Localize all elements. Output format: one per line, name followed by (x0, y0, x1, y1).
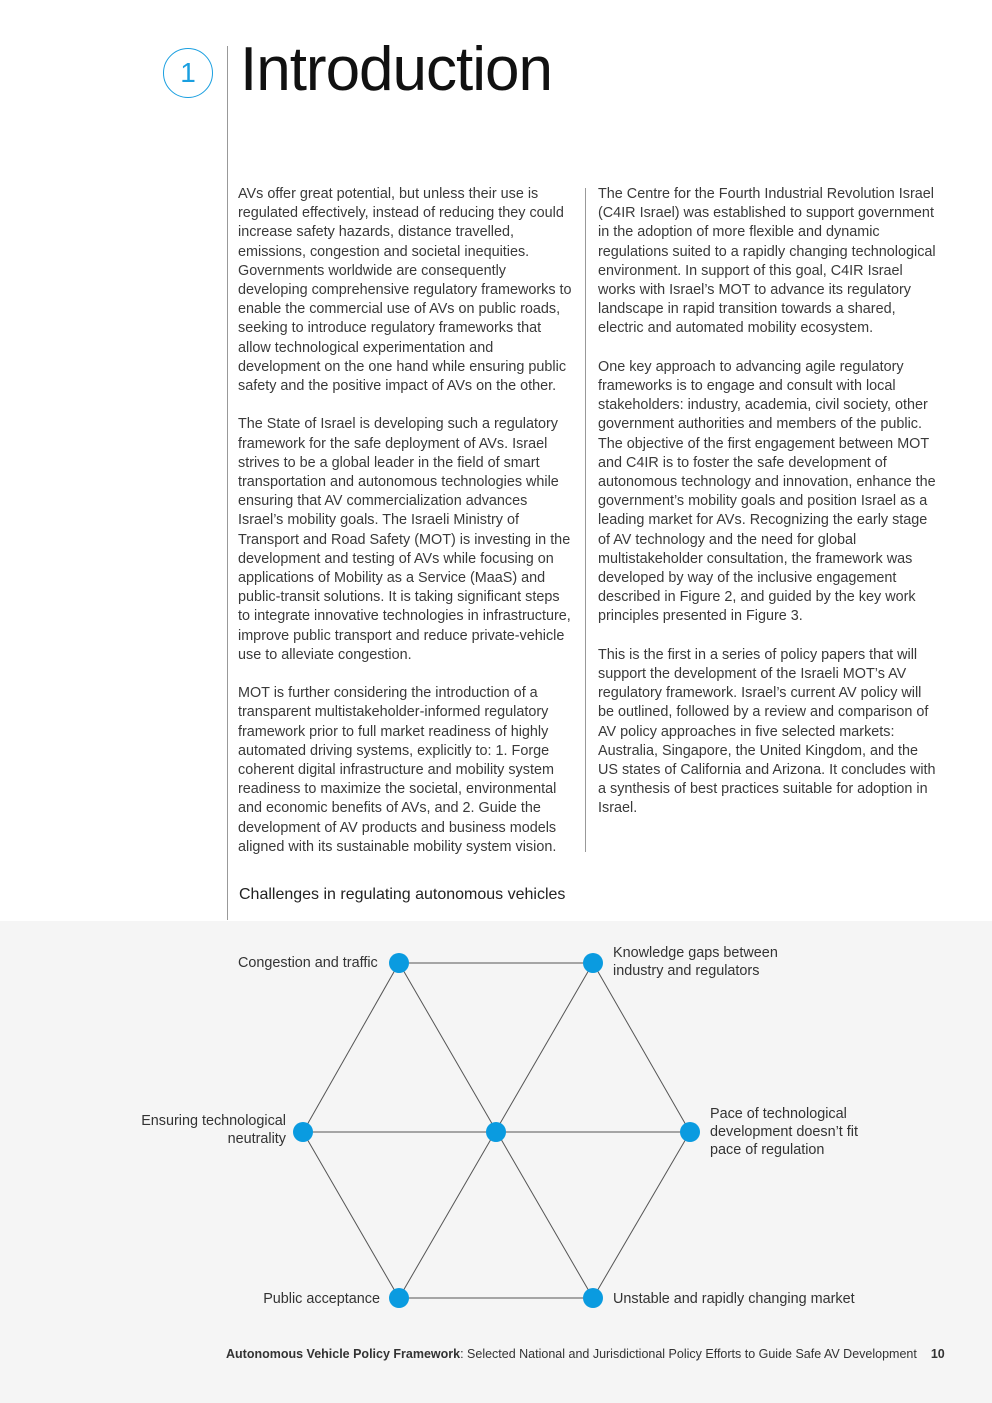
paragraph: This is the first in a series of policy papers that will support the development of the Israeli MOT’s AV regulatory framework. Israel’s current AV policy will be outlined, followed by a review and comparison of AV policy approaches in five selected markets: Australia, Singapore, the United Kingdom, and the US states of California and Arizona. It concludes with a synthesis of best practices suitable for adoption in Israel. (598, 646, 936, 817)
page-title: Introduction (240, 35, 552, 104)
label-pace-of-regulation: Pace of technological development doesn’t fit pace of regulation (710, 1106, 858, 1158)
edge-bottom-right (593, 1132, 690, 1298)
left-vertical-rule (227, 46, 228, 920)
footer-subtitle: : Selected National and Jurisdictional Policy Efforts to Guide Safe AV Development (460, 1347, 917, 1361)
footer-title: Autonomous Vehicle Policy Framework (226, 1347, 461, 1361)
edge-top-right (593, 963, 690, 1132)
paragraph: One key approach to advancing agile regulatory frameworks is to engage and consult with local stakeholders: industry, academia, civil society, other government authorities and members of the public. The objective of the first engagement between MOT and C4IR is to foster the safe development of autonomous technology and innovation, enhance the government’s mobility goals and position Israel as a leading market for AVs. Recognizing the early stage of AV technology and the need for global multistakeholder consultation, the framework was developed by way of the inclusive engagement described in Figure 2, and guided by the key work principles presented in Figure 3. (598, 358, 936, 625)
node-unstable-market (583, 1288, 603, 1308)
paragraph: AVs offer great potential, but unless their use is regulated effectively, instead of reducing they could increase safety hazards, distance travelled, emissions, congestion and societal inequities. Governments worldwide are consequently developing comprehensive regulatory frameworks to enable the commercial use of AVs on public roads, seeking to introduce regulatory frameworks that allow technological experimentation and development on the one hand while ensuring public safety and the positive impact of AVs on the other. (238, 186, 572, 395)
edge-top-left (303, 963, 399, 1132)
node-knowledge-gaps (583, 953, 603, 973)
node-center (486, 1122, 506, 1142)
right-text-column (598, 185, 938, 838)
left-text-column (238, 185, 574, 876)
page-number: 10 (930, 1347, 945, 1361)
edge-bottom-left (303, 1132, 399, 1298)
label-knowledge-gaps: Knowledge gaps between industry and regulators (613, 945, 778, 979)
node-technological-neutrality (293, 1122, 313, 1142)
chapter-number-badge: 1 (163, 48, 213, 98)
paragraph: MOT is further considering the introduction of a transparent multistakeholder-informed regulatory framework prior to full market readiness of highly automated driving systems, explicitly to: 1. Forge coherent digital infrastructure and mobility system readiness to maximize the societal, environmental and economic benefits of AVs, and 2. Guide the development of AV products and business models aligned with its sustainable mobility system vision. (238, 685, 557, 855)
figure-title: Challenges in regulating autonomous vehicles (239, 886, 566, 903)
node-pace-of-regulation (680, 1122, 700, 1142)
label-public-acceptance: Public acceptance (263, 1291, 380, 1307)
challenges-diagram (0, 921, 992, 1403)
label-unstable-market: Unstable and rapidly changing market (613, 1291, 855, 1307)
label-technological-neutrality: Ensuring technological neutrality (141, 1113, 286, 1147)
paragraph: The Centre for the Fourth Industrial Revolution Israel (C4IR Israel) was established to support government in the adoption of more flexible and dynamic regulations suited to a rapidly changing technological environment. In support of this goal, C4IR Israel works with Israel’s MOT to advance its regulatory landscape in rapid transition towards a shared, electric and automated mobility ecosystem. (598, 186, 936, 337)
node-public-acceptance (389, 1288, 409, 1308)
figure-panel (0, 921, 992, 1403)
paragraph: The State of Israel is developing such a regulatory framework for the safe deployment of AVs. Israel strives to be a global leader in the field of smart transportation and autonomous technologies while ensuring that AV commercialization advances Israel’s mobility goals. The Israeli Ministry of Transport and Road Safety (MOT) is investing in the development and testing of AVs while focusing on applications of Mobility as a Service (MaaS) and public-transit solutions. It is taking significant steps to integrate innovative technologies in infrastructure, improve public transport and reduce private-vehicle use to alleviate congestion. (238, 416, 571, 663)
node-congestion (389, 953, 409, 973)
page-footer (226, 1347, 945, 1361)
label-congestion: Congestion and traffic (238, 955, 378, 971)
column-divider (585, 188, 586, 852)
